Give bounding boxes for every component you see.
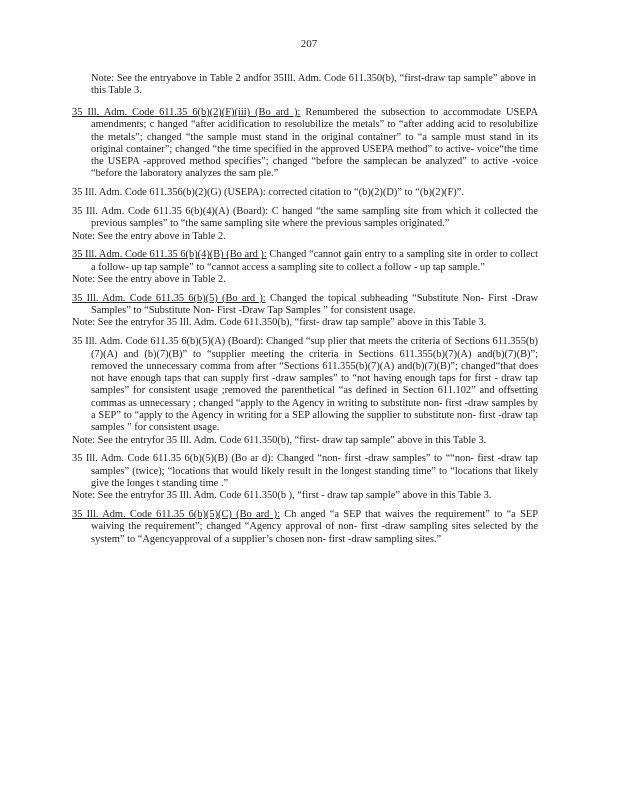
entry-611-356-b-5-A	[72, 336, 538, 447]
lead-note: Note: See the entryabove in Table 2 andfor 35Ill. Adm. Code 611.350(b), “first-draw tap sample” above in this Table 3.	[91, 73, 536, 97]
amendment-entries	[72, 107, 538, 553]
entry-note: Note: See the entry above in Table 2.	[72, 274, 226, 286]
entry-note: Note: See the entryfor 35 Ill. Adm. Code 611.350(b ), “first - draw tap sample” above in this Table 3.	[72, 490, 492, 502]
entry-body: Renumbered the subsection to accommodate USEPA amendments; c hanged “after acidification to resolubilize the metals” to “after adding acid to resolubilize the metals”; changed “the sample must stand in the original container” to “a sample must stand in its original container”; changed “the time specified in the approved USEPA method” to active- voice“the time the USEPA -approved method specifies”; changed “before the samplecan be analyzed” to active -voice “before the laboratory analyzes the sam ple.”	[91, 107, 538, 180]
entry-611-356-b-4-B	[72, 249, 538, 286]
entry-citation: 35 Ill. Adm. Code 611.35 6(b)(2)(F)(iii) (Bo ard ):	[72, 107, 301, 118]
entry-citation: 35 Ill. Adm. Code 611.35 6(b)(5)(C) (Bo ard ):	[72, 509, 280, 521]
entry-611-356-b-2-F-iii	[72, 107, 538, 181]
entry-body: Changed “cannot gain entry to a sampling site in order to collect a follow- up tap sample” to “cannot access a sampling site to collect a follow - up tap sample.”	[91, 249, 538, 273]
entry-citation: 35 Ill. Adm. Code 611.35 6(b)(5)(B) (Bo ar d):	[72, 453, 274, 465]
entry-611-356-b-5-B	[72, 453, 538, 502]
entry-note: Note: See the entryfor 35 Ill. Adm. Code 611.350(b), “first- draw tap sample” above in this Table 3.	[72, 434, 487, 446]
entry-body: Ch anged “a SEP that waives the requirement” to “a SEP waiving the requirement”; changed “Agency approval of non- first -draw sampling sites selected by the system” to “Agencyapproval of a supplier’s chosen non- first -draw sampling sites.”	[91, 509, 538, 545]
entry-note: Note: See the entryfor 35 Ill. Adm. Code 611.350(b), “first- draw tap sample” above in this Table 3.	[72, 317, 487, 329]
entry-citation: 35 Ill. Adm. Code 611.356(b)(2)(G) (USEPA):	[72, 187, 266, 199]
entry-body: Changed the topical subheading “Substitute Non- First -Draw Samples” to “Substitute Non- First -Draw Tap Samples ” for consistent usage.	[91, 292, 538, 317]
entry-citation: 35 Ill. Adm. Code 611.35 6(b)(4)(B) (Bo ard ):	[72, 249, 267, 261]
entry-body: corrected citation to “(b)(2)(D)” to “(b)(2)(F)”.	[265, 187, 464, 199]
entry-citation: 35 Ill. Adm. Code 611.35 6(b)(4)(A) (Board):	[72, 206, 269, 218]
entry-citation: 35 Ill. Adm. Code 611.35 6(b)(5)(A) (Board):	[72, 336, 264, 348]
entry-611-356-b-4-A	[72, 206, 538, 243]
entry-611-356-b-5	[72, 293, 538, 330]
entry-body: C hanged “the same sampling site from which it collected the previous samples” to “the same sampling site where the previous samples originated.”	[91, 206, 538, 230]
entry-611-356-b-5-C	[72, 509, 538, 546]
entry-citation: 35 Ill. Adm. Code 611.35 6(b)(5) (Bo ard ):	[72, 292, 266, 304]
page-number: 207	[300, 38, 318, 50]
entry-body: Changed “sup plier that meets the criteria of Sections 611.355(b)(7)(A) and (b)(7)(B)” to “supplier meeting the criteria in Sections 611.355(b)(7)(A) and(b)(7)(B)”; removed the unnecessary comma from after “Sections 611.355(b)(7)(A) and(b)(7)(B)”; changed“that does not have enough taps that can supply first -draw samples” to “not having enough taps for first - draw tap samples” for consistent usage ;removed the parenthetical “as defined in Section 611.102” and offsetting commas as unnecessary ; changed “apply to the Agency in writing to substitute non- first -draw samples by a SEP” to “apply to the Agency in writing for a SEP allowing the supplier to substitute non- first -draw tap samples ” for consistent usage.	[91, 336, 538, 434]
entry-note: Note: See the entry above in Table 2.	[72, 230, 226, 242]
entry-body: Changed “non- first -draw samples” to ““non- first -draw tap samples” (twice); “locations that would likely result in the longest standing time” to “locations that likely give the longes t standing time .”	[91, 453, 538, 490]
entry-611-356-b-2-G	[72, 187, 538, 199]
